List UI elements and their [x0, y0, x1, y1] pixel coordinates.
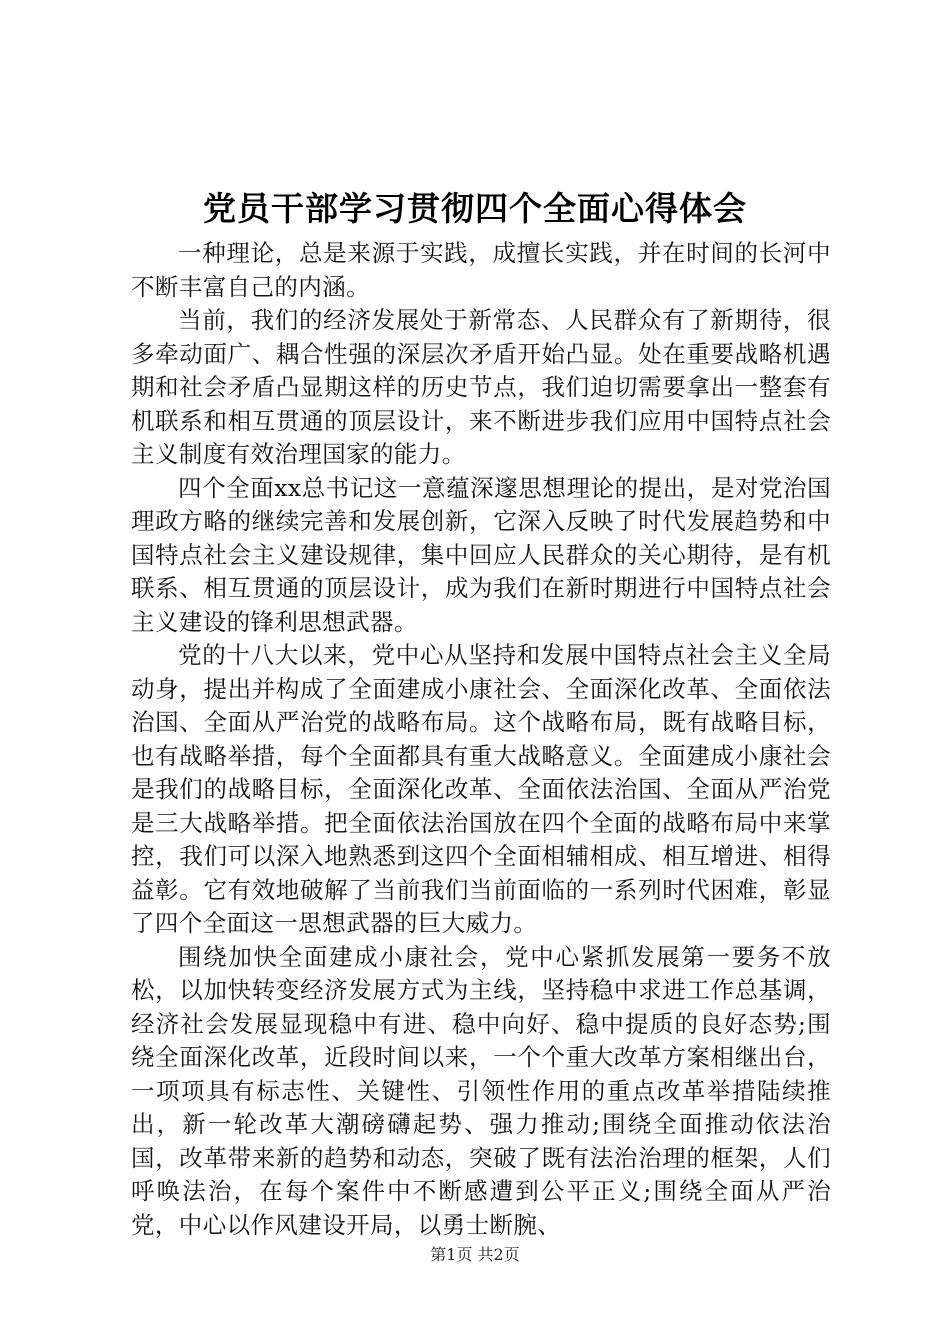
paragraph-1: 一种理论，总是来源于实践，成擅长实践，并在时间的长河中不断丰富自己的内涵。 [131, 239, 831, 301]
paragraph-2: 当前，我们的经济发展处于新常态、人民群众有了新期待，很多牵动面广、耦合性强的深层次矛盾开始凸显。处在重要战略机遇期和社会矛盾凸显期这样的历史节点，我们迫切需要拿出一整套有机联系和相互贯通的顶层设计，来不断进步我们应用中国特点社会主义制度有效治理国家的能力。 [131, 306, 831, 468]
paragraph-3: 四个全面xx总书记这一意蕴深邃思想理论的提出，是对党治国理政方略的继续完善和发展创新，它深入反映了时代发展趋势和中国特点社会主义建设规律，集中回应人民群众的关心期待，是有机联系、相互贯通的顶层设计，成为我们在新时期进行中国特点社会主义建设的锋利思想武器。 [131, 473, 831, 636]
paragraph-5: 围绕加快全面建成小康社会，党中心紧抓发展第一要务不放松，以加快转变经济发展方式为主线，坚持稳中求进工作总基调，经济社会发展显现稳中有进、稳中向好、稳中提质的良好态势;围绕全面深化改革，近段时间以来，一个个重大改革方案相继出台，一项项具有标志性、关键性、引领性作用的重点改革举措陆续推出，新一轮改革大潮磅礴起势、强力推动;围绕全面推动依法治国，改革带来新的趋势和动态，突破了既有法治治理的框架，人们呼唤法治，在每个案件中不断感遭到公平正义;围绕全面从严治党，中心以作风建设开局，以勇士断腕、 [131, 942, 831, 1239]
paragraph-4: 党的十八大以来，党中心从坚持和发展中国特点社会主义全局动身，提出并构成了全面建成小康社会、全面深化改革、全面依法治国、全面从严治党的战略布局。这个战略布局，既有战略目标，也有战略举措，每个全面都具有重大战略意义。全面建成小康社会是我们的战略目标，全面深化改革、全面依法治国、全面从严治党是三大战略举措。把全面依法治国放在四个全面的战略布局中来掌控，我们可以深入地熟悉到这四个全面相辅相成、相互增进、相得益彰。它有效地破解了当前我们当前面临的一系列时代困难，彰显了四个全面这一思想武器的巨大威力。 [131, 641, 831, 937]
document-title: 党员干部学习贯彻四个全面心得体会 [203, 189, 747, 228]
page-footer: 第1页 共2页 [430, 1245, 520, 1264]
document-body [131, 237, 831, 1242]
